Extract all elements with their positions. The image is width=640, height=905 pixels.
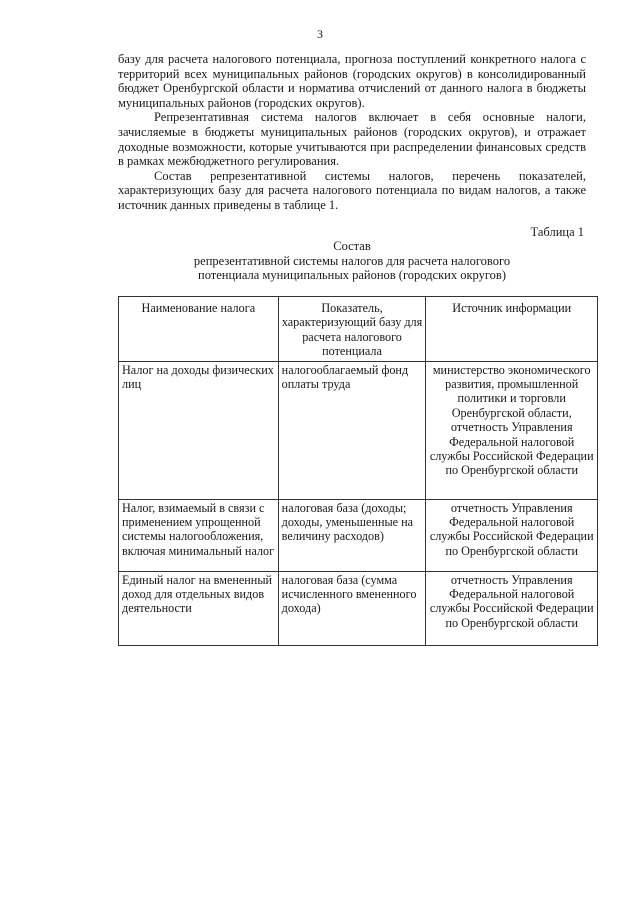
- table-title-line: репрезентативной системы налогов для расчета налогового: [193, 253, 511, 268]
- cell-base-indicator: налоговая база (сумма исчисленного вмененного дохода): [278, 571, 426, 645]
- cell-base-indicator: налогооблагаемый фонд оплаты труда: [278, 361, 426, 499]
- cell-tax-name: Налог, взимаемый в связи с применением упрощенной системы налогообложения, включая минимальный налог: [119, 499, 279, 571]
- table-title-line: потенциала муниципальных районов (городских округов): [198, 268, 506, 283]
- header-tax-name: Наименование налога: [119, 297, 279, 362]
- cell-base-indicator: налоговая база (доходы; доходы, уменьшенные на величину расходов): [278, 499, 426, 571]
- cell-info-source: отчетность Управления Федеральной налоговой службы Российской Федерации по Оренбургской области: [426, 499, 598, 571]
- header-base-indicator: Показатель, характеризующий базу для расчета налогового потенциала: [278, 297, 426, 362]
- body-text: [118, 52, 586, 213]
- paragraph: базу для расчета налогового потенциала, прогноза поступлений конкретного налога с территорий всех муниципальных районов (городских округов) в консолидированный бюджет Оренбургской области и норматива отчислений от данного налога в бюджеты муниципальных районов (городских округов).: [118, 52, 586, 110]
- paragraph: Состав репрезентативной системы налогов, перечень показателей, характеризующих базу для расчета налогового потенциала по видам налогов, а также источник данных приведены в таблице 1.: [118, 168, 586, 212]
- page-number: 3: [317, 27, 323, 41]
- paragraph: Репрезентативная система налогов включает в себя основные налоги, зачисляемые в бюджеты муниципальных районов (городских округов), и отражает доходные возможности, которые учитываются при распределении финансовых средств в рамках межбюджетного регулирования.: [118, 110, 586, 169]
- table-header-row: [119, 297, 598, 362]
- header-info-source: Источник информации: [426, 297, 598, 362]
- cell-tax-name: Единый налог на вмененный доход для отдельных видов деятельности: [119, 571, 279, 645]
- table-label: Таблица 1: [530, 225, 584, 239]
- cell-info-source: отчетность Управления Федеральной налоговой службы Российской Федерации по Оренбургской области: [426, 571, 598, 645]
- table-row: [119, 361, 598, 499]
- tax-table: [118, 296, 598, 646]
- table-row: [119, 571, 598, 645]
- table-title-line: Состав: [333, 239, 371, 253]
- table-title: [118, 239, 586, 283]
- cell-tax-name: Налог на доходы физических лиц: [119, 361, 279, 499]
- cell-info-source: министерство экономического развития, промышленной политики и торговли Оренбургской области, отчетность Управления Федеральной налоговой службы Российской Федерации по Оренбургской области: [426, 361, 598, 499]
- table-row: [119, 499, 598, 571]
